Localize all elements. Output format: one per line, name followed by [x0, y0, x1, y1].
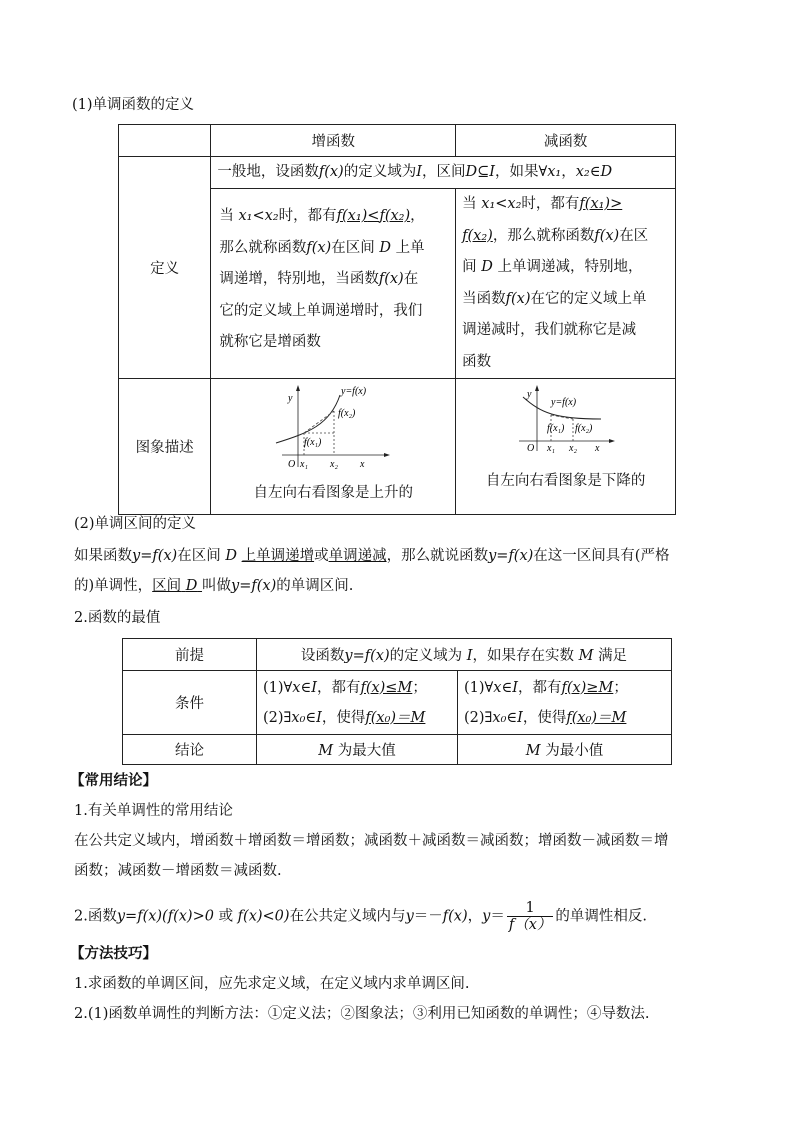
text: 调递减时，我们就称它是减: [462, 322, 637, 338]
text: 上单调递减，特别地，: [497, 259, 643, 275]
math: I: [517, 709, 523, 726]
max-condition: [257, 671, 458, 735]
math: D: [481, 259, 493, 275]
math: f(x): [505, 290, 531, 307]
math: ⊆: [477, 164, 490, 180]
math: x₂: [264, 208, 279, 224]
math: f(x₁): [579, 196, 611, 212]
math: ∈: [506, 709, 518, 726]
math: D: [225, 548, 237, 564]
text: 就称它是增函数: [219, 334, 321, 350]
section-title-monotonic-def: [72, 95, 194, 115]
interval-def-paragraph-line1: [74, 546, 669, 566]
text: 一般地，设函数: [217, 164, 319, 180]
math: y: [482, 908, 491, 925]
premise-content: [257, 639, 672, 671]
text: 满足: [598, 648, 628, 664]
math: =: [352, 648, 365, 664]
label-condition-text: 条件: [175, 696, 204, 712]
x1-label: x₁: [546, 443, 555, 454]
text: 时，都有: [521, 196, 580, 212]
math: <: [367, 208, 380, 224]
section-title-text: 2.函数的最值: [74, 610, 161, 626]
text: 的单调区间.: [276, 578, 354, 594]
math: y: [405, 908, 414, 925]
math: M: [525, 743, 541, 759]
decreasing-graph: [511, 385, 621, 455]
text: 或: [314, 548, 329, 564]
header-decreasing: [456, 125, 676, 157]
section-title-text: (2)单调区间的定义: [74, 516, 197, 532]
math: f(x): [594, 227, 620, 244]
text: 在区间: [177, 548, 221, 564]
section-title-extremum: [74, 608, 160, 628]
text: ；: [412, 679, 427, 696]
text: ，: [467, 908, 483, 925]
fx2-label: f(x₂): [338, 408, 356, 419]
text: 在: [403, 271, 419, 287]
text: 设函数: [300, 648, 345, 664]
math: I: [489, 164, 495, 180]
min-conclusion: [458, 735, 672, 765]
section-title-method-tips: [70, 944, 157, 964]
math: <: [252, 208, 265, 224]
math: ∈: [501, 679, 513, 696]
text: 在公共定义域内与: [289, 908, 406, 925]
math: f(x): [442, 908, 468, 925]
y-label: y: [526, 389, 532, 400]
text: 为最小值: [545, 743, 604, 759]
table-corner: [119, 125, 211, 157]
text: ，如果存在实数: [472, 648, 574, 664]
conclusion-1-line1: [74, 831, 669, 851]
math: y: [344, 648, 353, 664]
section-title-common-conclusions: [70, 771, 157, 791]
fraction-numerator: 1: [507, 900, 554, 917]
math: f(x): [152, 548, 178, 564]
text: 1.求函数的单调区间，应先求定义域，在定义域内求单调区间.: [74, 976, 470, 992]
math: D: [185, 578, 198, 594]
text: 如果函数: [74, 548, 132, 564]
math: I: [512, 679, 518, 696]
x-axis-arrow: [384, 453, 390, 457]
text: 2.函数: [74, 908, 117, 925]
label-graph: [119, 379, 211, 515]
monotonic-function-table: [118, 124, 676, 515]
math: f(x): [306, 239, 332, 256]
math: M: [318, 743, 334, 759]
label-conclusion-text: 结论: [175, 743, 204, 759]
extremum-table: [122, 638, 672, 765]
origin-label: O: [288, 459, 296, 470]
text: 间: [462, 259, 477, 275]
math: y: [488, 548, 497, 564]
math: y: [132, 548, 141, 564]
tip-2: [74, 1004, 649, 1024]
fx1-label: f(x₁): [304, 437, 322, 448]
x-label: x: [360, 459, 365, 470]
math: =: [140, 548, 153, 564]
text: 它的定义域上单调递增时，我们: [219, 302, 423, 319]
section-title-interval-def: [74, 514, 196, 534]
text: ，都有: [517, 679, 562, 696]
math: >: [610, 196, 623, 212]
text: 在区: [619, 227, 649, 244]
math: <: [495, 196, 508, 212]
math: I: [316, 709, 322, 726]
header-increasing: [211, 125, 456, 157]
text: 当: [462, 196, 477, 212]
text: ，那么就说函数: [386, 548, 489, 564]
fraction-denominator: f（x）: [508, 917, 552, 933]
increasing-curve: [276, 395, 340, 443]
text: 在这一区间具有(严格: [533, 548, 670, 564]
label-premise-text: 前提: [175, 648, 204, 664]
math: f(x)<0): [237, 908, 290, 925]
text: 叫做: [202, 578, 232, 594]
math: x₀: [291, 709, 306, 726]
math: ∈: [300, 679, 312, 696]
x-axis-arrow: [609, 439, 615, 443]
y-axis-arrow: [296, 385, 300, 391]
math: ＝－: [413, 908, 443, 925]
fx2-label: f(x₂): [574, 423, 592, 434]
math: ＝: [490, 908, 505, 925]
fraction: [507, 900, 554, 933]
section-title-text: 【方法技巧】: [70, 946, 157, 962]
math: D: [379, 239, 391, 256]
math: D: [465, 164, 478, 180]
text: ，使得: [522, 709, 567, 726]
label-premise: [123, 639, 257, 671]
math: D: [600, 164, 613, 180]
math: x₁: [547, 164, 562, 180]
math: f(x): [378, 271, 404, 287]
text: 当函数: [462, 290, 506, 307]
section-title-text: (1)单调函数的定义: [72, 97, 195, 113]
text: 1.有关单调性的常用结论: [74, 803, 233, 819]
math: =: [496, 548, 509, 564]
math: f(x)≤M: [360, 679, 413, 696]
text: 或: [218, 908, 234, 925]
x1-label: x₁: [300, 459, 309, 470]
x2-label: x₂: [568, 443, 577, 454]
math: f(x)≥M: [561, 679, 614, 696]
section-title-text: 【常用结论】: [70, 773, 157, 789]
header-decreasing-text: 减函数: [543, 134, 588, 150]
math: M: [578, 648, 594, 664]
text: (2)∃: [464, 709, 493, 726]
y-label: y: [288, 393, 293, 404]
text: 调递增，特别地，当函数: [219, 271, 379, 287]
text: ；: [613, 679, 628, 696]
max-conclusion: [257, 735, 458, 765]
math: f(x₂): [379, 208, 411, 224]
underlined-text: 单调递减: [328, 548, 387, 564]
curve-label: y=f(x): [341, 386, 367, 397]
conclusion-1-line2: [74, 861, 282, 881]
min-condition: [458, 671, 672, 735]
label-definition-text: 定义: [150, 261, 180, 277]
math: f(x): [251, 578, 277, 594]
math: x₁: [238, 208, 253, 224]
curve-label: y=f(x): [550, 397, 576, 408]
math: f(x₀)＝M: [365, 709, 426, 726]
math: x₂: [507, 196, 522, 212]
math: x₀: [492, 709, 507, 726]
math: x: [493, 679, 502, 696]
decreasing-graph-cell: [456, 379, 676, 515]
increasing-caption: 自左向右看图象是上升的: [253, 485, 413, 501]
math: f(x₂): [462, 227, 493, 244]
text: 那么就称函数: [219, 239, 307, 256]
label-definition: [119, 157, 211, 379]
math: I: [416, 164, 422, 180]
text: 函数；减函数－增函数＝减函数.: [74, 863, 282, 879]
text: 的定义域为: [343, 164, 417, 180]
label-graph-text: 图象描述: [135, 440, 194, 456]
tip-1: [74, 974, 469, 994]
text: 时，都有: [278, 208, 337, 224]
math: =: [239, 578, 252, 594]
header-increasing-text: 增函数: [311, 134, 355, 150]
text: (1)∀: [464, 679, 494, 696]
increasing-graph-cell: [211, 379, 456, 515]
text: 在它的定义域上单: [530, 290, 647, 307]
label-conclusion: [123, 735, 257, 765]
increasing-graph: [268, 385, 398, 475]
interval-def-paragraph-line2: [74, 576, 353, 596]
text: 在公共定义域内，增函数＋增函数＝增函数；减函数＋减函数＝减函数；增函数－减函数＝增: [74, 833, 669, 849]
math: f(x): [508, 548, 534, 564]
math: f(x)(f(x)>0: [137, 908, 214, 925]
decreasing-definition: [456, 189, 676, 379]
math: I: [466, 648, 473, 664]
text: ，那么就称函数: [492, 227, 595, 244]
math: x₂: [575, 164, 590, 180]
math: ∈: [589, 164, 601, 180]
y-axis-arrow: [535, 385, 539, 391]
text: 的)单调性，: [74, 578, 153, 594]
math: x: [292, 679, 301, 696]
math: y: [231, 578, 240, 594]
label-condition: [123, 671, 257, 735]
text: 为最大值: [337, 743, 396, 759]
text: 在区间: [331, 239, 375, 256]
conclusion-1-title: [74, 801, 233, 821]
math: f(x₀)＝M: [566, 709, 627, 726]
math: f(x₁): [336, 208, 368, 224]
math: f(x): [364, 648, 390, 664]
text: ，区间: [421, 164, 466, 180]
text: 的单调性相反.: [555, 908, 647, 925]
x-label: x: [594, 443, 600, 454]
conclusion-2: [74, 900, 647, 933]
decreasing-caption: 自左向右看图象是下降的: [485, 473, 646, 489]
text: ，都有: [316, 679, 361, 696]
text: (1)∀: [263, 679, 293, 696]
text: ，: [561, 164, 576, 180]
text: ，如果∀: [494, 164, 548, 180]
text: 函数: [462, 353, 492, 370]
increasing-definition: [211, 189, 456, 379]
fx1-label: f(x₁): [546, 423, 564, 434]
general-condition: [211, 157, 676, 189]
underlined-text: 区间: [152, 578, 182, 594]
origin-label: O: [526, 443, 534, 454]
text: ，使得: [321, 709, 366, 726]
text: 的定义域为: [389, 648, 463, 664]
math: x₁: [481, 196, 496, 212]
secant: [304, 411, 334, 433]
math: f(x): [318, 164, 344, 180]
x2-label: x₂: [330, 459, 339, 470]
math: y: [116, 908, 126, 925]
text: ，: [410, 208, 425, 224]
text: (2)∃: [263, 709, 292, 726]
math: =: [125, 908, 138, 925]
math: I: [311, 679, 317, 696]
math: ∈: [305, 709, 317, 726]
text: 上单: [395, 239, 425, 256]
underlined-text: 上单调递增: [241, 548, 315, 564]
text: 2.(1)函数单调性的判断方法：①定义法；②图象法；③利用已知函数的单调性；④导数法.: [74, 1006, 650, 1022]
text: 当: [219, 208, 234, 224]
